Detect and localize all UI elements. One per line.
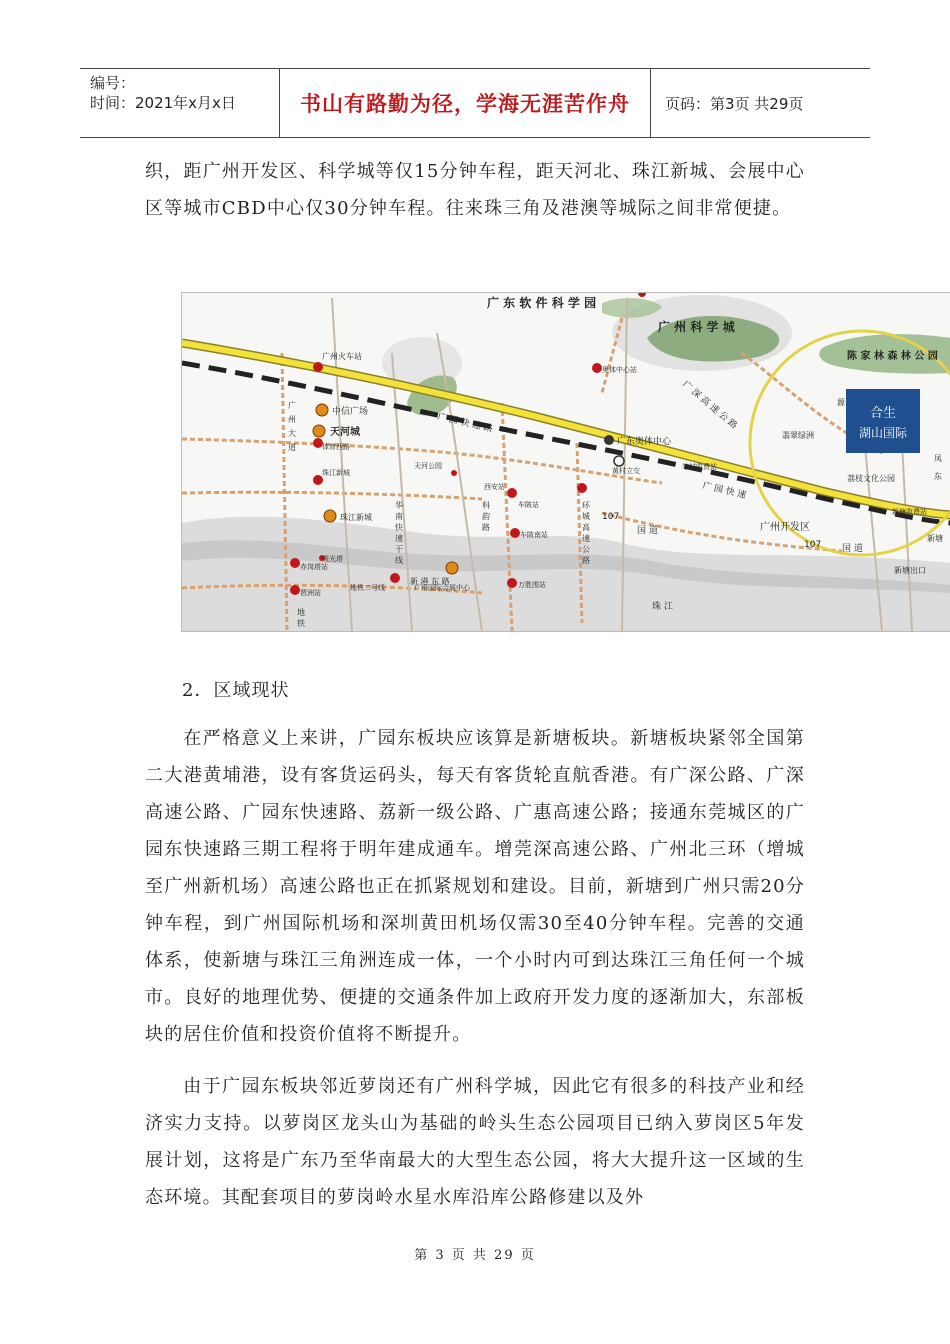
page-footer: 第 3 页 共 29 页: [414, 1248, 536, 1263]
map-label-huangcun: 黄村立交: [612, 467, 640, 475]
header-page-label: 页码：第3页 共29页: [665, 94, 804, 113]
map-label-national-road: 国 道: [637, 526, 658, 536]
map-label-river: 珠 江: [652, 602, 673, 612]
map-label-citic: 中信广场: [332, 407, 369, 417]
map-label-xintang-toll: 新塘收费站: [892, 508, 927, 516]
paragraph-2-text: 由于广园东板块邻近萝岗还有广州科学城，因此它有很多的科技产业和经济实力支持。以萝岗区龙头山为基础的岭头生态公园项目已纳入萝岗区5年发展计划，这将是广东乃至华南最大的大型生态公园，将大大提升这一区域的生态环境。其配套项目的萝岗岭水星水库沿库公路修建以及外: [145, 1076, 805, 1208]
map-label-ximen: 西安站: [484, 483, 505, 491]
paragraph-1-text: 在严格意义上来讲，广园东板块应该算是新塘板块。新塘板块紧邻全国第二大港黄埔港，设有客货运码头，每天有客货轮直航香港。有广深公路、广深高速公路、广园东快速路、荔新一级公路、广惠高速公路；接通东莞城区的广园东快速路三期工程将于明年建成通车。增莞深高速公路、广州北三环（增城至广州新机场）高速公路也正在抓紧规划和建设。目前，新塘到广州只需20分钟车程，到广州国际机场和深圳黄田机场仅需30至40分钟车程。完善的交通体系，使新塘与珠江三角洲连成一体，一个小时内可到达珠江三角任何一个城市。良好的地理优势、便捷的交通条件加上政府开发力度的逐渐加大，东部板块的居住价值和投资价值将不断提升。: [145, 728, 805, 1045]
map-label-metro: 地铁: [297, 608, 305, 628]
map-label-guangyuan-exp: 广 园 快 速 路: [436, 412, 494, 435]
map-label-software-park: 广 东 软 件 科 学 园: [487, 296, 597, 310]
time-label: 时间：2021年x月x日: [90, 94, 236, 112]
header-meta: [80, 69, 280, 137]
map-label-zhujiang-new-town: 珠江新城: [340, 513, 372, 522]
map-label-xintang: 新塘: [927, 534, 943, 543]
page-header: [80, 68, 870, 138]
paragraph-1: [145, 720, 805, 1053]
map-label-lizhi-park: 荔枝文化公园: [847, 474, 895, 483]
map-label-jinyu: 环城高速公路: [582, 501, 590, 565]
map-label-toll: 笔村收费站: [682, 463, 717, 471]
map-label-national-road2: 国 道: [842, 544, 863, 554]
map-label-yuan: 源: [837, 398, 845, 407]
map-label-zhujiang-station: 珠江新城: [322, 469, 350, 477]
map-label-keyun: 科韵路: [482, 501, 490, 532]
project-sub-label: 湖山国际: [858, 426, 908, 440]
map-label-guangdong-olympic: 广东奥体中心: [617, 437, 672, 447]
section-title: 2．区域现状: [182, 680, 290, 701]
map-label-tianhe-city: 天河城: [330, 427, 360, 438]
map-label-road107a: 107: [602, 512, 620, 522]
map-label-chebei: 车陂站: [518, 501, 539, 509]
map-label-pazhou: 琶洲站: [300, 589, 321, 597]
map-label-yuanhangta: 观光塔: [322, 555, 343, 563]
map-label-feng: 凤: [934, 454, 942, 463]
project-box: [846, 389, 920, 453]
location-map: [181, 292, 950, 632]
map-label-guangyuan-exp2: 广 园 快 速: [701, 481, 748, 501]
paragraph-2: [145, 1068, 805, 1216]
map-label-huanan-exp: 华南快速干线: [395, 501, 403, 565]
map-label-chebei-south: 车陂南站: [520, 531, 548, 539]
map-canvas: [182, 293, 950, 631]
code-label: 编号：: [90, 74, 136, 92]
map-label-science-city: 广 州 科 学 城: [658, 320, 735, 334]
map-label-guangzhou-ave: 广州大道: [288, 401, 296, 452]
map-label-cuiping: 翡翠绿洲: [782, 431, 814, 440]
map-label-train-station: 广州火车站: [322, 352, 362, 361]
map-label-dong: 东: [934, 472, 942, 481]
project-label: 合生: [869, 406, 897, 421]
map-label-chigang: 赤岗塔站: [300, 563, 328, 571]
map-label-guangshen: 广 深 高 速 公 路: [680, 379, 739, 432]
map-label-tianhe-park: 天河公园: [414, 462, 442, 470]
map-label-xingang: 新 港 东 路: [410, 577, 450, 586]
intro-paragraph: 织，距广州开发区、科学城等仅15分钟车程，距天河北、珠江新城、会展中心区等城市CBD中心仅30分钟车程。往来珠三角及港澳等城际之间非常便捷。: [145, 161, 805, 219]
map-label-sports-center-station: 奥体中心站: [602, 366, 637, 374]
header-motto: 书山有路勤为径，学海无涯苦作舟: [280, 69, 651, 137]
map-label-sports-west: 体育西路: [322, 443, 350, 451]
map-label-dev-zone: 广州开发区: [760, 522, 810, 533]
map-label-wansheng: 万胜围站: [518, 581, 546, 589]
map-label-xintang-exit: 新塘出口: [894, 566, 926, 575]
map-label-road107b: 107: [804, 540, 822, 550]
map-label-expo-center: 广州国际会展中心: [414, 584, 470, 592]
map-label-chen-forest: 陈 家 林 森 林 公 园: [847, 351, 938, 362]
map-label-metro2: 地铁二号线: [350, 584, 385, 592]
